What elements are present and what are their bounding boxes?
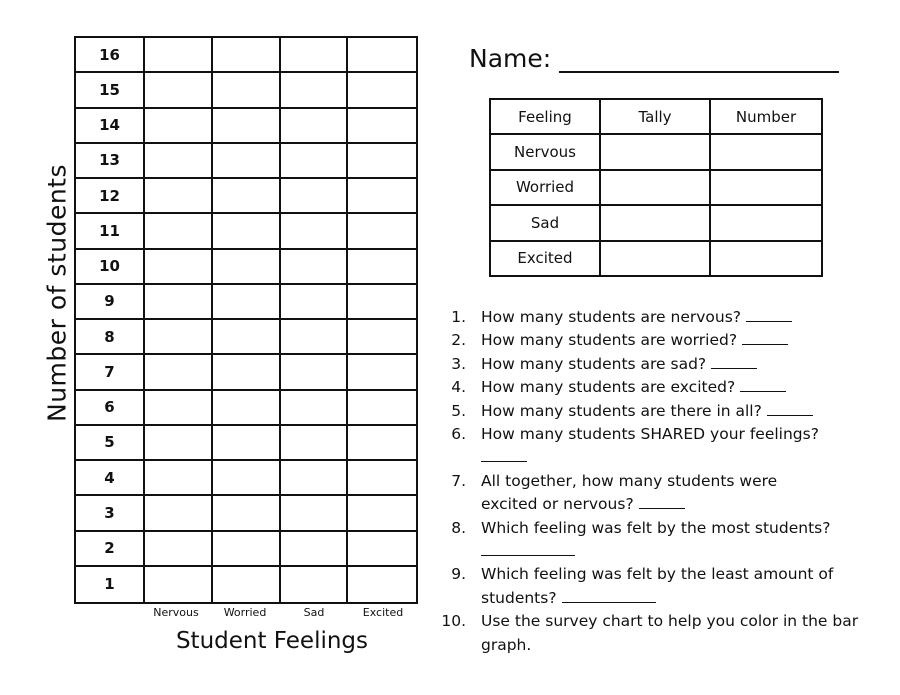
graph-cell-sad[interactable]: [281, 320, 349, 355]
graph-cell-nervous[interactable]: [145, 144, 213, 179]
graph-cell-excited[interactable]: [348, 320, 416, 355]
name-label: Name:: [469, 44, 552, 73]
graph-cell-worried[interactable]: [213, 461, 281, 496]
row-label: Worried: [490, 170, 600, 205]
question-number: 5.: [451, 401, 466, 420]
question-number: 3.: [451, 354, 466, 373]
y-axis-number: 12: [76, 179, 145, 214]
question-number: 7.: [451, 471, 466, 490]
graph-cell-sad[interactable]: [281, 73, 349, 108]
row-label: Sad: [490, 205, 600, 240]
y-axis-number: 2: [76, 532, 145, 567]
y-axis-number: 13: [76, 144, 145, 179]
x-category-excited: Excited: [362, 606, 404, 619]
question-number: 4.: [451, 378, 466, 397]
graph-cell-worried[interactable]: [213, 109, 281, 144]
graph-cell-nervous[interactable]: [145, 567, 213, 602]
question-text: How many students are sad?: [481, 354, 707, 373]
answer-blank[interactable]: [740, 390, 786, 392]
question-text: Which feeling was felt by the least amount of students?: [481, 565, 834, 607]
graph-cell-nervous[interactable]: [145, 461, 213, 496]
graph-cell-sad[interactable]: [281, 567, 349, 602]
graph-cell-excited[interactable]: [348, 567, 416, 602]
question-number: 1.: [451, 308, 466, 326]
graph-cell-sad[interactable]: [281, 496, 349, 531]
question-item: [438, 400, 888, 423]
graph-cell-worried[interactable]: [213, 567, 281, 602]
y-axis-number: 5: [76, 426, 145, 461]
answer-blank[interactable]: [746, 320, 792, 322]
graph-cell-nervous[interactable]: [145, 38, 213, 73]
question-item: [438, 610, 888, 657]
header-tally: Tally: [600, 99, 710, 134]
question-item: [438, 470, 888, 517]
graph-cell-excited[interactable]: [348, 73, 416, 108]
tally-cell[interactable]: [600, 241, 710, 276]
graph-cell-sad[interactable]: [281, 285, 349, 320]
graph-cell-excited[interactable]: [348, 355, 416, 390]
graph-cell-worried[interactable]: [213, 532, 281, 567]
graph-cell-excited[interactable]: [348, 179, 416, 214]
graph-cell-sad[interactable]: [281, 426, 349, 461]
question-text: Which feeling was felt by the most students?: [481, 518, 831, 537]
graph-cell-nervous[interactable]: [145, 179, 213, 214]
survey-header-row: [490, 99, 822, 134]
graph-cell-nervous[interactable]: [145, 320, 213, 355]
graph-cell-worried[interactable]: [213, 285, 281, 320]
question-number: 6.: [451, 425, 466, 444]
graph-cell-worried[interactable]: [213, 179, 281, 214]
number-cell[interactable]: [710, 205, 822, 240]
graph-cell-nervous[interactable]: [145, 426, 213, 461]
graph-cell-nervous[interactable]: [145, 391, 213, 426]
graph-cell-sad[interactable]: [281, 532, 349, 567]
graph-cell-worried[interactable]: [213, 250, 281, 285]
name-blank-line[interactable]: [559, 71, 839, 73]
tally-cell[interactable]: [600, 205, 710, 240]
question-number: 9.: [451, 565, 466, 584]
graph-cell-sad[interactable]: [281, 355, 349, 390]
graph-cell-worried[interactable]: [213, 355, 281, 390]
graph-cell-worried[interactable]: [213, 426, 281, 461]
y-axis-number: 9: [76, 285, 145, 320]
y-axis-number: 14: [76, 109, 145, 144]
graph-cell-excited[interactable]: [348, 144, 416, 179]
x-axis-label: Student Feelings: [175, 628, 369, 654]
y-axis-number: 8: [76, 320, 145, 355]
graph-cell-excited[interactable]: [348, 461, 416, 496]
number-cell[interactable]: [710, 134, 822, 169]
x-category-worried: Worried: [223, 606, 267, 619]
answer-blank[interactable]: [711, 367, 757, 369]
graph-cell-worried[interactable]: [213, 496, 281, 531]
number-cell[interactable]: [710, 170, 822, 205]
graph-cell-nervous[interactable]: [145, 250, 213, 285]
graph-cell-excited[interactable]: [348, 285, 416, 320]
y-axis-number: 16: [76, 38, 145, 73]
y-axis-number: 6: [76, 391, 145, 426]
bar-graph-grid: [74, 36, 418, 604]
header-number: Number: [710, 99, 822, 134]
graph-cell-nervous[interactable]: [145, 285, 213, 320]
graph-cell-nervous[interactable]: [145, 109, 213, 144]
survey-row-excited: [490, 241, 822, 276]
question-item: [438, 563, 888, 610]
survey-row-worried: [490, 170, 822, 205]
y-axis-number: 11: [76, 214, 145, 249]
graph-cell-sad[interactable]: [281, 250, 349, 285]
y-axis-number: 15: [76, 73, 145, 108]
x-category-nervous: Nervous: [153, 606, 199, 619]
graph-cell-excited[interactable]: [348, 38, 416, 73]
y-axis-number: 4: [76, 461, 145, 496]
graph-cell-nervous[interactable]: [145, 496, 213, 531]
answer-blank[interactable]: [481, 554, 575, 556]
question-text: How many students are there in all?: [481, 401, 762, 420]
question-list: [438, 306, 888, 657]
tally-cell[interactable]: [600, 170, 710, 205]
graph-cell-worried[interactable]: [213, 391, 281, 426]
answer-blank[interactable]: [562, 601, 656, 603]
y-axis-number: 3: [76, 496, 145, 531]
question-text: How many students SHARED your feelings?: [481, 425, 819, 444]
graph-cell-excited[interactable]: [348, 250, 416, 285]
tally-cell[interactable]: [600, 134, 710, 169]
answer-blank[interactable]: [639, 507, 685, 509]
question-item: [438, 329, 888, 352]
graph-cell-sad[interactable]: [281, 391, 349, 426]
graph-cell-nervous[interactable]: [145, 214, 213, 249]
question-text: How many students are excited?: [481, 378, 736, 397]
graph-cell-sad[interactable]: [281, 109, 349, 144]
question-item: [438, 376, 888, 399]
row-label: Excited: [490, 241, 600, 276]
graph-cell-worried[interactable]: [213, 214, 281, 249]
question-item: [438, 353, 888, 376]
graph-cell-worried[interactable]: [213, 38, 281, 73]
question-item: [438, 306, 888, 329]
graph-cell-excited[interactable]: [348, 214, 416, 249]
number-cell[interactable]: [710, 241, 822, 276]
answer-blank[interactable]: [481, 460, 527, 462]
graph-cell-excited[interactable]: [348, 532, 416, 567]
graph-cell-sad[interactable]: [281, 38, 349, 73]
graph-cell-sad[interactable]: [281, 214, 349, 249]
y-axis-number: 10: [76, 250, 145, 285]
answer-blank[interactable]: [742, 343, 788, 345]
question-item: [438, 423, 888, 470]
question-text: How many students are nervous?: [481, 308, 742, 326]
graph-cell-sad[interactable]: [281, 179, 349, 214]
graph-cell-excited[interactable]: [348, 426, 416, 461]
graph-cell-excited[interactable]: [348, 109, 416, 144]
graph-cell-excited[interactable]: [348, 391, 416, 426]
graph-cell-nervous[interactable]: [145, 73, 213, 108]
question-item: [438, 517, 888, 564]
graph-cell-worried[interactable]: [213, 144, 281, 179]
y-axis-number: 1: [76, 567, 145, 602]
answer-blank[interactable]: [767, 414, 813, 416]
x-category-sad: Sad: [303, 606, 325, 619]
y-axis-number: 7: [76, 355, 145, 390]
graph-cell-sad[interactable]: [281, 461, 349, 496]
graph-cell-sad[interactable]: [281, 144, 349, 179]
graph-cell-nervous[interactable]: [145, 355, 213, 390]
y-axis-label: Number of students: [42, 163, 72, 423]
question-text: Use the survey chart to help you color in the bar graph.: [481, 612, 859, 654]
question-number: 10.: [441, 612, 466, 631]
graph-cell-excited[interactable]: [348, 496, 416, 531]
question-text: All together, how many students were excited or nervous?: [481, 471, 778, 514]
graph-cell-worried[interactable]: [213, 73, 281, 108]
row-label: Nervous: [490, 134, 600, 169]
question-number: 2.: [451, 331, 466, 350]
graph-cell-nervous[interactable]: [145, 532, 213, 567]
question-number: 8.: [451, 518, 466, 537]
question-text: How many students are worried?: [481, 331, 738, 350]
survey-row-sad: [490, 205, 822, 240]
graph-cell-worried[interactable]: [213, 320, 281, 355]
survey-row-nervous: [490, 134, 822, 169]
header-feeling: Feeling: [490, 99, 600, 134]
survey-table: [489, 98, 823, 277]
